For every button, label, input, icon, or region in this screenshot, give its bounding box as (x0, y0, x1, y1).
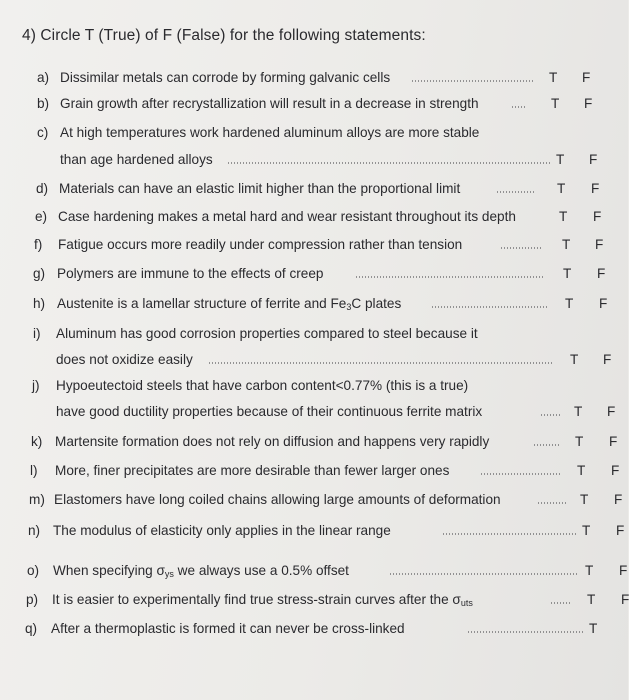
item-letter: h) (33, 296, 46, 311)
false-option[interactable]: F (616, 523, 625, 538)
statement-text: Austenite is a lamellar structure of ferrite and $Fe_3C$ plates (57, 296, 402, 312)
false-option[interactable]: F (597, 266, 606, 281)
leader-dots (511, 106, 525, 108)
statement-text: Elastomers have long coiled chains allowing large amounts of deformation (54, 492, 501, 507)
item-letter: f) (34, 237, 43, 252)
true-option[interactable]: T (563, 266, 572, 281)
false-option[interactable]: F (584, 96, 593, 111)
item-letter: j) (32, 378, 40, 393)
statement-text: Polymers are immune to the effects of creep (57, 266, 324, 281)
false-option[interactable]: F (603, 352, 612, 367)
leader-dots (208, 362, 552, 364)
false-option[interactable]: F (607, 404, 616, 419)
item-letter: a) (37, 70, 50, 85)
leader-dots (496, 191, 536, 193)
statement-text: Hypoeutectoid steels that have carbon content<0.77% (this is a true) (56, 378, 469, 393)
false-option[interactable]: F (595, 237, 604, 252)
item-letter: l) (30, 463, 38, 478)
leader-dots (227, 162, 551, 164)
leader-dots (355, 276, 545, 278)
leader-dots (540, 414, 560, 416)
false-option[interactable]: F (611, 463, 620, 478)
true-option[interactable]: T (570, 352, 579, 367)
true-option[interactable]: T (577, 463, 586, 478)
true-option[interactable]: T (587, 592, 596, 607)
true-option[interactable]: T (574, 404, 583, 419)
leader-dots (550, 602, 570, 604)
statement-text: Grain growth after recrystallization will result in a decrease in strength (60, 96, 479, 111)
true-option[interactable]: T (582, 523, 591, 538)
true-option[interactable]: T (589, 621, 598, 636)
statement-text: Martensite formation does not rely on diffusion and happens very rapidly (55, 434, 490, 449)
true-option[interactable]: T (565, 296, 574, 311)
leader-dots (442, 533, 578, 535)
item-letter: b) (37, 96, 50, 111)
true-option[interactable]: T (580, 492, 589, 507)
false-option[interactable]: F (582, 70, 591, 85)
false-option[interactable]: F (619, 563, 628, 578)
item-letter: o) (27, 563, 40, 578)
statement-text-line2: have good ductility properties because of their continuous ferrite matrix (56, 404, 483, 419)
statement-text: Fatigue occurs more readily under compression rather than tension (58, 237, 463, 252)
item-letter: c) (37, 125, 49, 140)
statement-text: At high temperatures work hardened aluminum alloys are more stable (60, 125, 480, 140)
item-letter: i) (33, 326, 41, 341)
statement-text: Materials can have an elastic limit higher than the proportional limit (59, 181, 461, 196)
statement-text: When specifying $\sigma_{ys}$ we always use a 0.5% offset (53, 563, 349, 579)
question-heading: 4) Circle T (True) of F (False) for the following statements: (22, 27, 426, 44)
statement-text: Case hardening makes a metal hard and wear resistant throughout its depth (58, 209, 516, 224)
leader-dots (480, 473, 560, 475)
true-option[interactable]: T (575, 434, 584, 449)
statement-text-line2: does not oxidize easily (56, 352, 193, 367)
true-option[interactable]: T (559, 209, 568, 224)
statement-text: Aluminum has good corrosion properties compared to steel because it (56, 326, 478, 341)
true-option[interactable]: T (562, 237, 571, 252)
false-option[interactable]: F (599, 296, 608, 311)
leader-dots (411, 80, 533, 82)
false-option[interactable]: F (621, 592, 629, 607)
true-option[interactable]: T (549, 70, 558, 85)
item-letter: g) (33, 266, 46, 281)
leader-dots (431, 306, 547, 308)
statement-text: Dissimilar metals can corrode by forming galvanic cells (60, 70, 391, 85)
item-letter: e) (35, 209, 48, 224)
false-option[interactable]: F (614, 492, 623, 507)
leader-dots (389, 573, 577, 575)
statement-text: The modulus of elasticity only applies in the linear range (53, 523, 391, 538)
statement-text: After a thermoplastic is formed it can never be cross-linked (51, 621, 405, 636)
statement-text: It is easier to experimentally find true stress-strain curves after the $\sigma_{uts}$ (52, 592, 473, 608)
statement-text: More, finer precipitates are more desirable than fewer larger ones (55, 463, 450, 478)
true-option[interactable]: T (556, 152, 565, 167)
item-letter: q) (25, 621, 38, 636)
item-letter: n) (28, 523, 41, 538)
leader-dots (533, 444, 559, 446)
false-option[interactable]: F (591, 181, 600, 196)
item-letter: d) (36, 181, 49, 196)
item-letter: k) (31, 434, 43, 449)
leader-dots (537, 502, 567, 504)
item-letter: m) (29, 492, 45, 507)
false-option[interactable]: F (589, 152, 598, 167)
false-option[interactable]: F (609, 434, 618, 449)
true-option[interactable]: T (585, 563, 594, 578)
leader-dots (500, 247, 542, 249)
item-letter: p) (26, 592, 39, 607)
true-option[interactable]: T (557, 181, 566, 196)
statement-text-line2: than age hardened alloys (60, 152, 213, 167)
false-option[interactable]: F (593, 209, 602, 224)
true-option[interactable]: T (551, 96, 560, 111)
leader-dots (467, 631, 583, 633)
